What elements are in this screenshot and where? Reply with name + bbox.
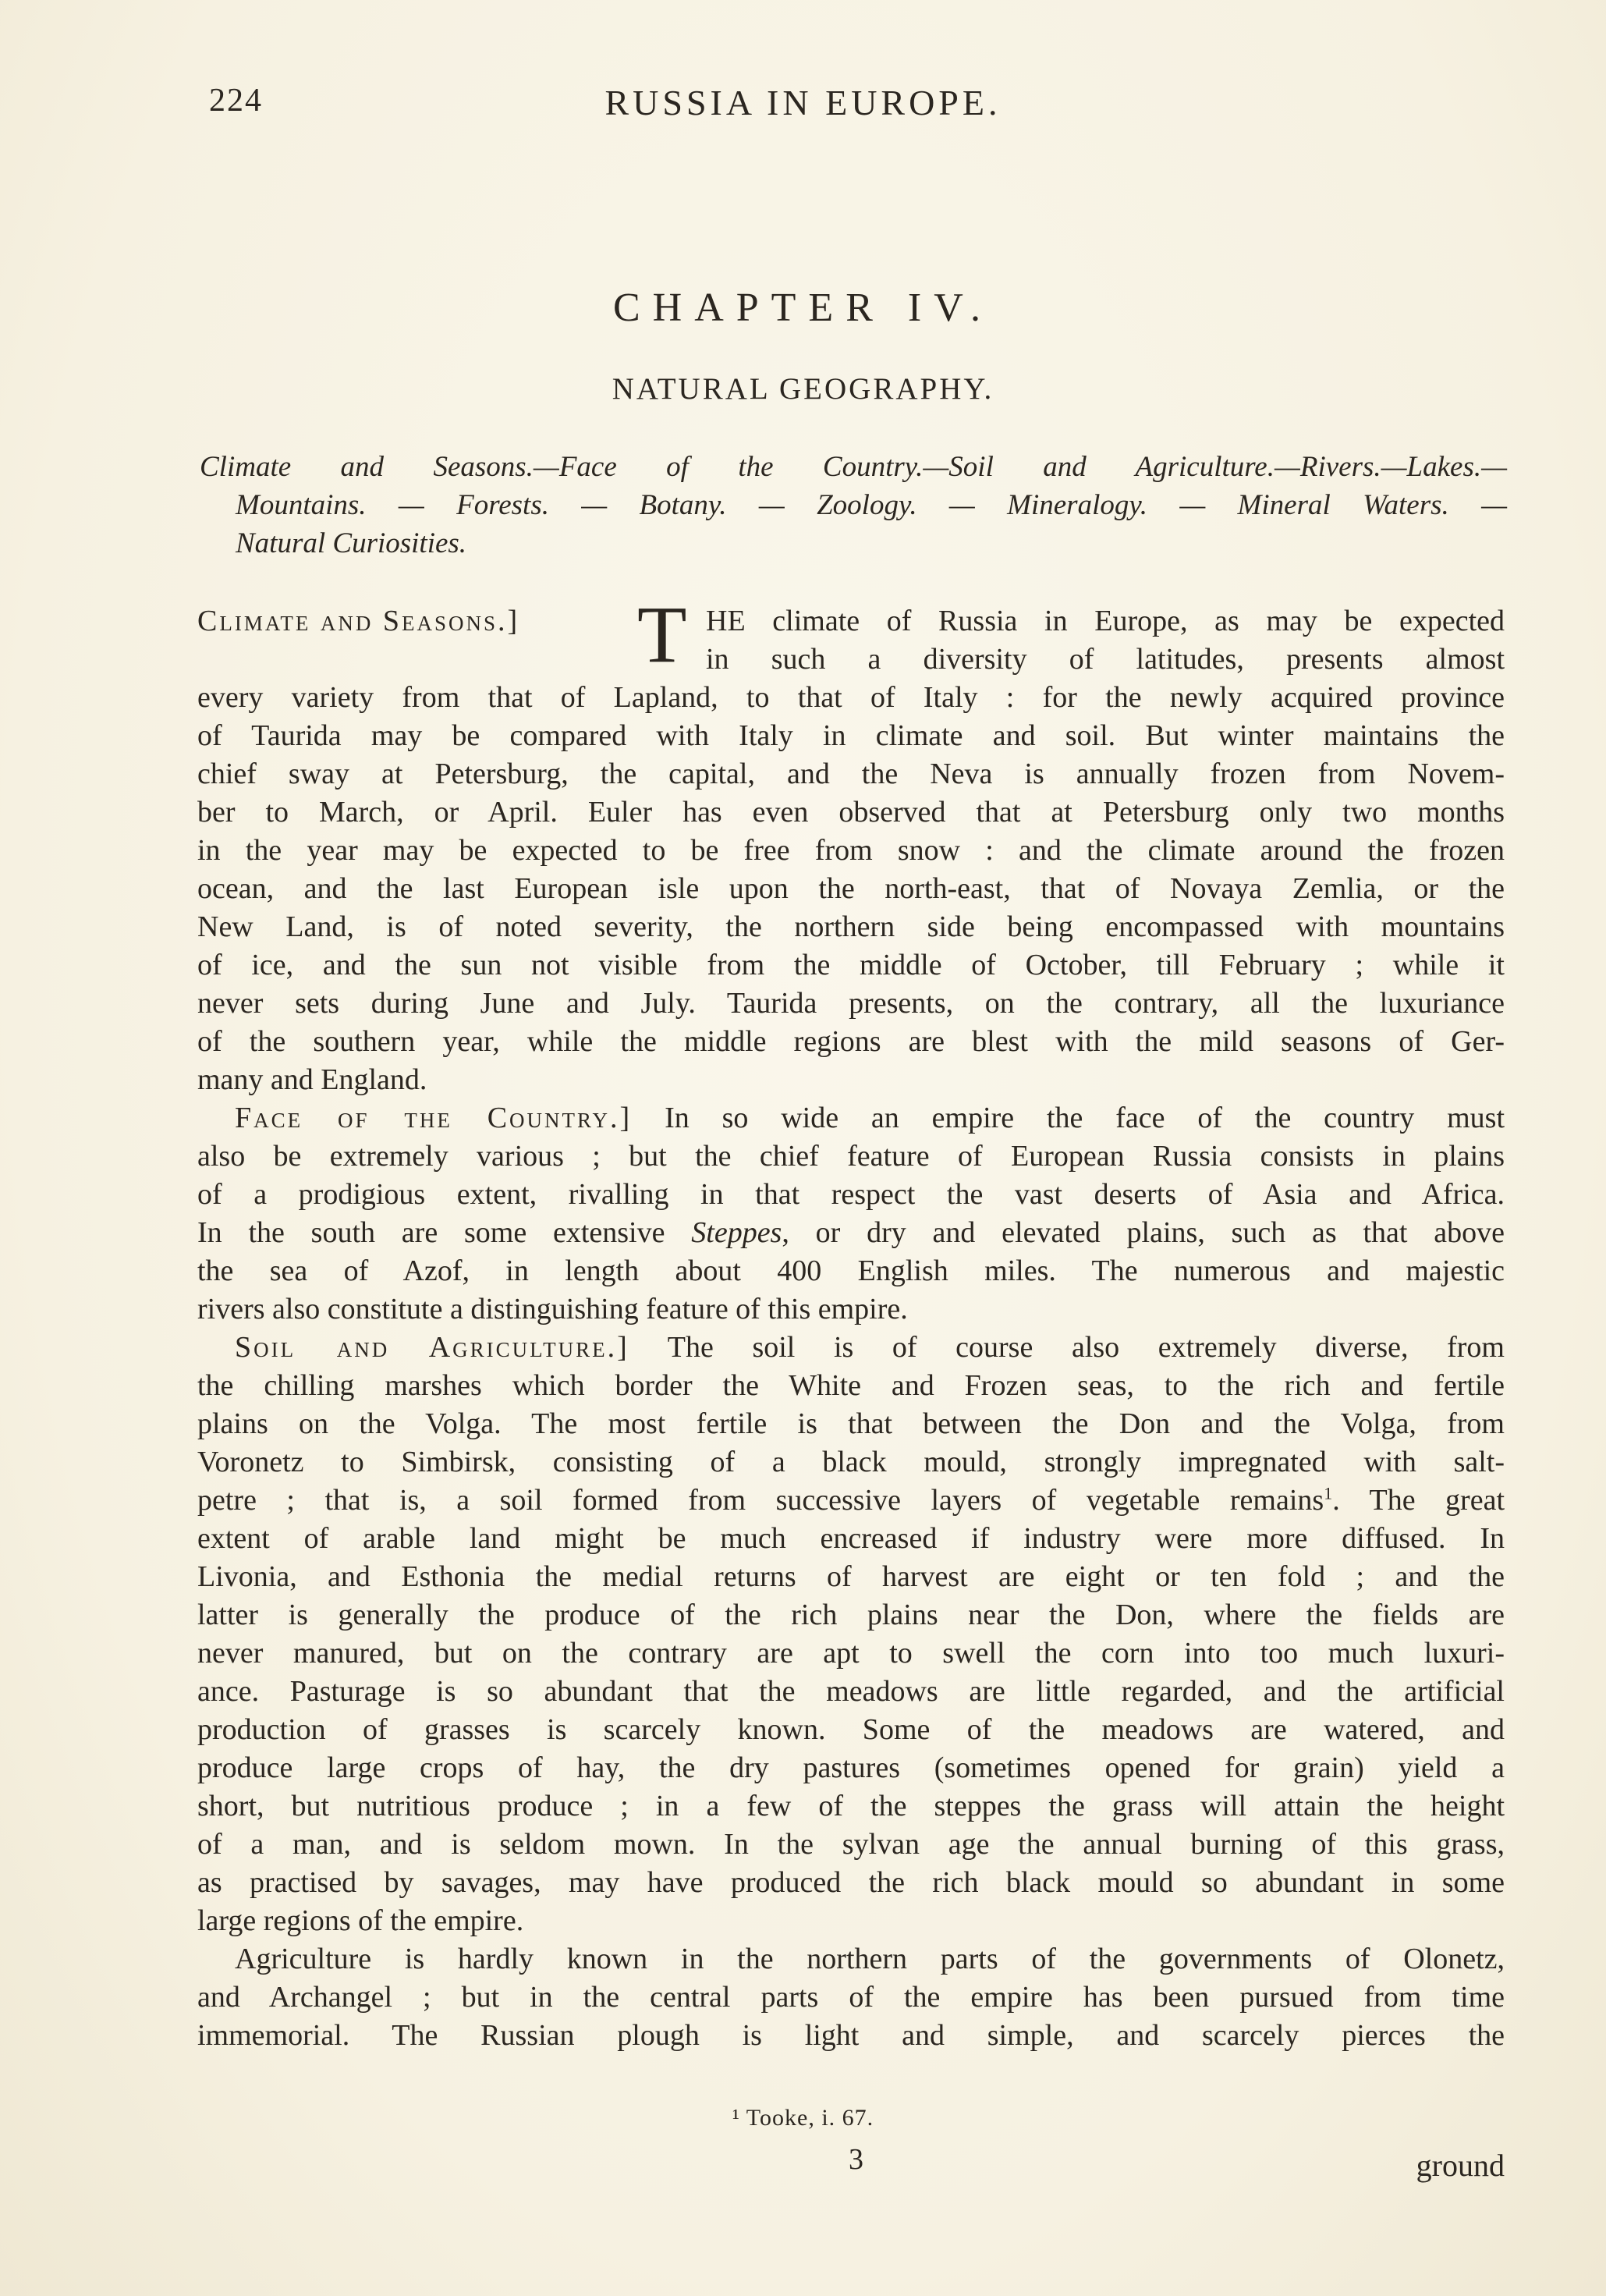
footnote-reference[interactable]: 1 [1324, 1483, 1333, 1503]
text-line: and Archangel ; but in the central parts of the empire has been pursued from time [197, 1981, 1505, 2014]
text-line: every variety from that of Lapland, to that of Italy : for the newly acquired province [197, 681, 1505, 714]
text-line: the chilling marshes which border the White and Frozen seas, to the rich and fertile [197, 1369, 1505, 1402]
text-line: extent of arable land might be much encreased if industry were more diffused. In [197, 1522, 1505, 1555]
text-line: Agriculture is hardly known in the northern parts of the governments of Olonetz, [235, 1943, 1505, 1975]
climate-paragraph-opening [197, 590, 1505, 680]
running-title: RUSSIA IN EUROPE. [604, 83, 1002, 122]
text-run: The soil is of course also extremely diverse, from [667, 1331, 1505, 1364]
soil-paragraph [197, 1329, 1505, 1940]
chapter-synopsis [200, 448, 1507, 562]
text-line: also be extremely various ; but the chief feature of European Russia consists in plains [197, 1140, 1505, 1173]
text-run: , or dry and elevated plains, such as that above [782, 1216, 1505, 1249]
synopsis-line: Natural Curiosities. [236, 527, 467, 559]
text-run: In the south are some extensive [197, 1216, 692, 1249]
text-line: plains on the Volga. The most fertile is that between the Don and the Volga, from [197, 1407, 1505, 1440]
face-paragraph [197, 1099, 1505, 1329]
synopsis-line: Mountains. — Forests. — Botany. — Zoology. — Mineralogy. — Mineral Waters. — [236, 489, 1507, 521]
text-line: never manured, but on the contrary are apt to swell the corn into too much luxuri- [197, 1637, 1505, 1670]
text-line: immemorial. The Russian plough is light and simple, and scarcely pierces the [197, 2019, 1505, 2052]
text-line [197, 1329, 1505, 1367]
drop-cap: T [637, 590, 687, 680]
chapter-subtitle: NATURAL GEOGRAPHY. [612, 372, 994, 406]
text-line: short, but nutritious produce ; in a few of the steppes the grass will attain the height [197, 1790, 1505, 1822]
section-heading-soil: Soil and Agriculture.] [235, 1331, 629, 1364]
text-line: New Land, is of noted severity, the northern side being encompassed with mountains [197, 910, 1505, 943]
running-head [0, 82, 1606, 129]
body-text [197, 590, 1505, 2055]
text-line: Livonia, and Esthonia the medial returns of harvest are eight or ten fold ; and the [197, 1560, 1505, 1593]
italic-term: Steppes [691, 1216, 782, 1249]
text-line: never sets during June and July. Taurida presents, on the contrary, all the luxuriance [197, 987, 1505, 1020]
text-line [197, 1482, 1505, 1520]
signature-mark: 3 [849, 2143, 863, 2176]
text-line: of a man, and is seldom mown. In the sylvan age the annual burning of this grass, [197, 1828, 1505, 1861]
climate-paragraph [197, 679, 1505, 1099]
text-line: the sea of Azof, in length about 400 English miles. The numerous and majestic [197, 1254, 1505, 1287]
footnote: ¹ Tooke, i. 67. [732, 2105, 874, 2131]
text-line: produce large crops of hay, the dry pastures (sometimes opened for grain) yield a [197, 1751, 1505, 1784]
text-line: as practised by savages, may have produced the rich black mould so abundant in some [197, 1866, 1505, 1899]
text-line [197, 1099, 1505, 1137]
text-run: In so wide an empire the face of the country must [665, 1102, 1505, 1134]
text-line: latter is generally the produce of the rich plains near the Don, where the fields are [197, 1599, 1505, 1631]
text-line: in such a diversity of latitudes, presents almost [706, 643, 1505, 676]
text-line [197, 1214, 1505, 1252]
text-line: of a prodigious extent, rivalling in that respect the vast deserts of Asia and Africa. [197, 1178, 1505, 1211]
text-run: . The great [1332, 1484, 1505, 1517]
text-line: ber to March, or April. Euler has even observed that at Petersburg only two months [197, 796, 1505, 829]
text-line: many and England. [197, 1063, 427, 1096]
section-heading-climate: Climate and Seasons.] [197, 605, 520, 637]
text-line: of the southern year, while the middle regions are blest with the mild seasons of Ger- [197, 1025, 1505, 1058]
text-line: of Taurida may be compared with Italy in climate and soil. But winter maintains the [197, 719, 1505, 752]
page-number: 224 [209, 83, 263, 119]
text-line: rivers also constitute a distinguishing feature of this empire. [197, 1293, 908, 1325]
text-line: of ice, and the sun not visible from the middle of October, till February ; while it [197, 949, 1505, 981]
text-line: chief sway at Petersburg, the capital, and the Neva is annually frozen from Novem- [197, 758, 1505, 790]
text-line: Voronetz to Simbirsk, consisting of a black mould, strongly impregnated with salt- [197, 1446, 1505, 1478]
text-line: ance. Pasturage is so abundant that the meadows are little regarded, and the artificial [197, 1675, 1505, 1708]
text-line: production of grasses is scarcely known. Some of the meadows are watered, and [197, 1713, 1505, 1746]
catchword: ground [1416, 2148, 1505, 2183]
agriculture-paragraph [197, 1940, 1505, 2055]
text-run: petre ; that is, a soil formed from successive layers of vegetable remains [197, 1484, 1324, 1517]
section-heading-face: Face of the Country.] [235, 1102, 633, 1134]
text-line: ocean, and the last European isle upon the north-east, that of Novaya Zemlia, or the [197, 872, 1505, 905]
text-line: large regions of the empire. [197, 1904, 524, 1937]
chapter-title: CHAPTER IV. [612, 286, 994, 330]
text-line: HE climate of Russia in Europe, as may be expected [706, 605, 1505, 637]
text-line: in the year may be expected to be free from snow : and the climate around the frozen [197, 834, 1505, 867]
synopsis-line: Climate and Seasons.—Face of the Country.—Soil and Agriculture.—Rivers.—Lakes.— [200, 451, 1507, 483]
dropcap-lines [706, 602, 1505, 679]
